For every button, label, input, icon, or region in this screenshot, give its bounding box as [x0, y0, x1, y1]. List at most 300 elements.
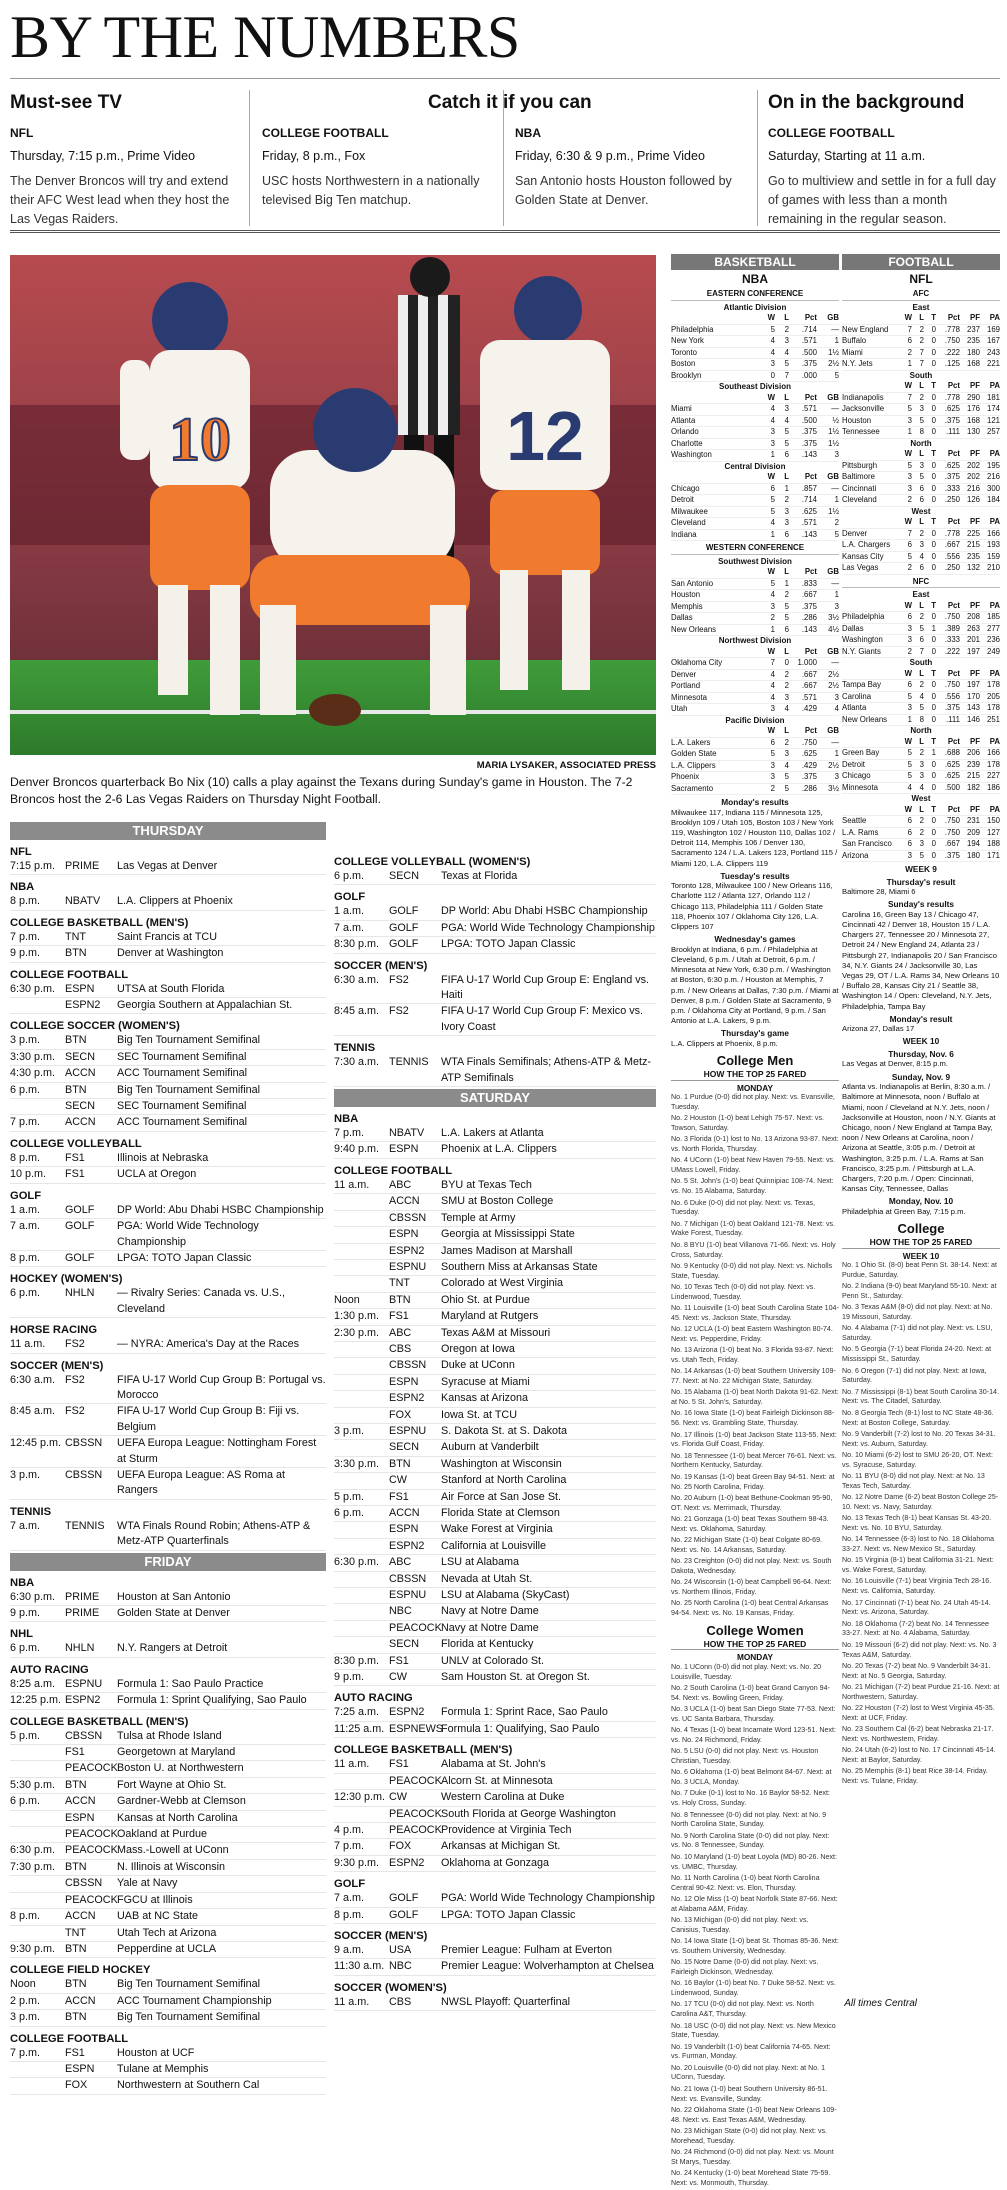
listing-row [10, 982, 326, 998]
listing-row [334, 1506, 656, 1522]
poll-note: No. 19 Vanderbilt (1-0) beat California 74-65. Next: vs. Furman, Monday. [671, 2042, 831, 2061]
listing-channel: BTN [65, 947, 87, 960]
listing-event: James Madison at Marshall [441, 1244, 573, 1257]
standings-cell: Baltimore [842, 472, 875, 481]
division-name: South [909, 370, 933, 380]
standings-cell: 3 [907, 635, 912, 644]
listing-time: 6 p.m. [10, 1083, 41, 1096]
standings-cell: 174 [986, 404, 1000, 413]
background-text: Go to multiview and settle in for a full day of games with less than a month remaining in the regular season. [768, 174, 996, 226]
poll-note: No. 22 Houston (7-2) lost to West Virginia 45-35. Next: at UCF, Friday. [842, 1704, 995, 1722]
standings-cell: 257 [986, 427, 1000, 436]
standings-cell: 0 [931, 635, 936, 644]
standings-row [842, 771, 1000, 783]
listing-time [10, 1745, 65, 1760]
standings-cell: 0 [931, 427, 936, 436]
standings-row [842, 748, 1000, 760]
listing-time: 7:30 p.m. [10, 1860, 56, 1873]
standings-row [671, 371, 839, 383]
listing-event: Big Ten Tournament Semifinal [117, 2011, 261, 2024]
standings-cell: 3 [770, 427, 775, 436]
standings-cell: 2½ [828, 359, 839, 368]
listing-row [334, 1790, 656, 1806]
listing-event: Saint Francis at TCU [117, 930, 218, 943]
poll-note: No. 2 South Carolina (1-0) beat Grand Canyon 94-54. Next: vs. Bowling Green, Friday. [671, 1684, 830, 1702]
listing-event: Denver at Washington [117, 947, 224, 960]
listing-row [334, 1572, 656, 1588]
standings-cell: .750 [801, 737, 817, 747]
standings-column-1 [671, 254, 839, 2190]
listing-row [334, 1293, 656, 1309]
division-name: East [912, 302, 930, 312]
standings-cell: Chicago [671, 483, 700, 493]
standings-row [842, 393, 1000, 405]
standings-cell: 0 [931, 816, 936, 825]
listing-channel: PEACOCK [389, 1774, 442, 1787]
standings-cell: 202 [966, 472, 980, 481]
listing-row [10, 1033, 326, 1049]
listing-row [10, 1050, 326, 1066]
listing-event: Tulane at Memphis [117, 2062, 209, 2075]
standings-cell: 5 [919, 623, 924, 633]
standings-cell: Arizona [842, 850, 869, 860]
listing-event: UCLA at Oregon [117, 1168, 197, 1181]
listing-event: UEFA Europa League: AS Roma at Rangers [117, 1468, 286, 1497]
standings-cell: .375 [801, 438, 817, 448]
results-heading: Tuesday's results [720, 870, 790, 881]
col-head: PF [970, 449, 980, 458]
standings-cell: 1½ [828, 427, 839, 436]
listing-time [10, 1811, 65, 1826]
listing-event: Big Ten Tournament Semifinal [117, 1034, 261, 1047]
listing-row [10, 859, 326, 875]
standings-cell: 3 [770, 772, 775, 781]
standings-cell: 0 [931, 404, 936, 413]
sport-heading: COLLEGE VOLLEYBALL [10, 1137, 142, 1150]
listing-event: Premier League: Wolverhampton at Chelsea [441, 1960, 654, 1973]
standings-row [671, 484, 839, 496]
standings-cell: Minnesota [842, 782, 878, 792]
standings-cell: .250 [944, 495, 960, 504]
listing-time [334, 1227, 389, 1242]
poll-note: No. 22 Oklahoma State (1-0) beat New Orleans 109-48. Next: vs. East Texas A&M, Wednesday. [671, 2105, 837, 2124]
listing-channel: GOLF [389, 905, 419, 918]
poll-sub: HOW THE TOP 25 FARED [671, 1639, 839, 1651]
sport-heading: SOCCER (WOMEN'S) [334, 1981, 447, 1994]
listing-time: 11:30 a.m. [334, 1960, 385, 1973]
poll-note: No. 23 Creighton (0-0) did not play. Next: vs. South Dakota, Wednesday. [671, 1557, 832, 1575]
standings-cell: 1 [770, 450, 775, 459]
catch-a-text: USC hosts Northwestern in a nationally televised Big Ten matchup. [262, 174, 480, 207]
listing-row [10, 2078, 326, 2094]
listing-time: 9 p.m. [10, 1607, 41, 1619]
standings-cell: Memphis [671, 601, 703, 611]
listing-channel: CBSSN [389, 1359, 427, 1372]
listing-time [10, 1761, 65, 1776]
standings-cell: 0 [931, 392, 936, 402]
poll-note: No. 18 Tennessee (1-0) beat Mercer 76-61. Next: vs. Northern Kentucky, Saturday. [671, 1451, 837, 1470]
conference-afc: AFC [842, 289, 1000, 301]
standings-row [671, 784, 839, 796]
standings-cell: 2 [784, 737, 789, 747]
standings-row [842, 680, 1000, 692]
col-head: PF [970, 736, 980, 746]
col-head: W [767, 313, 775, 322]
standings-cell: 1½ [828, 438, 839, 448]
must-see-when: Thursday, 7:15 p.m., Prime Video [10, 149, 196, 163]
listing-channel: ESPNU [65, 1677, 103, 1690]
standings-cell: 210 [986, 563, 1000, 572]
listing-row [10, 1729, 326, 1745]
listing-event: L.A. Clippers at Phoenix [117, 895, 233, 908]
listing-channel: PEACOCK [389, 1807, 442, 1820]
listing-row [10, 1436, 326, 1468]
listing-channel: ACCN [65, 1067, 96, 1080]
results-text: L.A. Clippers at Phoenix, 8 p.m. [671, 1038, 778, 1048]
poll-note: No. 22 Michigan State (1-0) beat Colgate 80-69. Next: vs. No. 14 Arkansas, Saturday. [671, 1536, 823, 1554]
standings-cell: 2 [919, 827, 924, 837]
standings-cell: .375 [801, 601, 817, 611]
standings-cell: 0 [931, 551, 936, 561]
standings-cell: 126 [966, 495, 980, 504]
listing-event: Big Ten Tournament Semifinal [117, 1978, 261, 1991]
standings-cell: Cleveland [842, 495, 877, 504]
division-name: West [911, 506, 931, 516]
listing-channel: CW [389, 1791, 407, 1804]
listing-event: Georgetown at Maryland [117, 1746, 236, 1759]
standings-cell: 3 [784, 506, 789, 516]
listing-event: Auburn at Vanderbilt [441, 1441, 539, 1454]
standings-cell: 3 [919, 839, 924, 848]
listing-time: 7 a.m. [10, 1519, 41, 1532]
standings-cell: 188 [986, 839, 1000, 848]
footer-note: All times Central [844, 1998, 917, 2009]
standings-cell: 6 [784, 624, 789, 634]
listing-channel: FOX [65, 2079, 88, 2092]
listing-channel: ESPN [65, 1811, 95, 1824]
standings-cell: Washington [842, 635, 883, 644]
listing-event: PGA: World Wide Technology Championship [441, 921, 655, 934]
standings-cell: 2 [907, 563, 912, 572]
listing-time [334, 1211, 389, 1226]
standings-cell: .625 [944, 771, 960, 780]
listing-row [10, 1926, 326, 1942]
standings-head [842, 601, 1000, 613]
listing-time: 10 p.m. [10, 1168, 47, 1181]
standings-cell: 4 [907, 782, 912, 792]
standings-cell: 5 [784, 438, 789, 448]
standings-column-2 [842, 254, 1000, 1788]
standings-cell: 7 [907, 324, 912, 334]
listing-row [334, 1227, 656, 1243]
col-head: Pct [804, 392, 817, 402]
listing-time [334, 1539, 389, 1554]
standings-cell: Las Vegas [842, 563, 879, 572]
standings-cell: .375 [801, 359, 817, 368]
poll-note: No. 10 Texas Tech (0-0) did not play. Next: vs. Lindenwood, Tuesday. [671, 1282, 816, 1301]
results-heading: Thursday's game [721, 1028, 789, 1039]
results-heading: Monday's result [889, 1013, 953, 1024]
standings-cell: 7 [907, 392, 912, 402]
listing-row [10, 1606, 326, 1622]
standings-cell: Philadelphia [842, 612, 885, 621]
col-head: PA [989, 381, 1000, 390]
standings-cell: 2 [834, 518, 839, 527]
listing-time: 6 p.m. [10, 1642, 41, 1655]
listing-event: DP World: Abu Dhabi HSBC Championship [117, 1203, 324, 1216]
standings-head [671, 472, 839, 484]
division-name: Atlantic Division [723, 302, 787, 312]
listing-event: Boston U. at Northwestern [117, 1762, 244, 1775]
standings-cell: 4 [770, 681, 775, 690]
standings-cell: 221 [986, 359, 1000, 368]
standings-cell: 180 [966, 850, 980, 860]
standings-row [842, 540, 1000, 552]
listing-event: Ohio St. at Purdue [441, 1293, 530, 1306]
standings-cell: 1 [784, 483, 789, 493]
listing-channel: PRIME [65, 860, 100, 872]
standings-cell: Cincinnati [842, 483, 877, 493]
listing-channel: FOX [389, 1840, 412, 1853]
listing-time: 5:30 p.m. [10, 1778, 56, 1791]
listing-channel: GOLF [65, 1251, 95, 1264]
listing-row [334, 1539, 656, 1555]
standings-cell: 0 [931, 714, 936, 724]
standings-cell: 2 [919, 816, 924, 825]
standings-cell: San Antonio [671, 578, 714, 588]
standings-cell: 185 [986, 612, 1000, 621]
listing-time: 7 p.m. [10, 1116, 41, 1129]
poll-note: No. 9 Kentucky (0-0) did not play. Next: vs. Nicholls State, Tuesday. [671, 1261, 833, 1280]
listing-channel: BTN [389, 1457, 411, 1470]
standings-cell: 4 [784, 760, 789, 770]
sport-heading: NFL [10, 846, 32, 858]
standings-row [671, 325, 839, 337]
sport-heading: COLLEGE BASKETBALL (MEN'S) [334, 1744, 513, 1757]
standings-cell: .125 [944, 359, 960, 368]
standings-cell: 3 [919, 759, 924, 769]
standings-cell: 290 [966, 392, 980, 402]
standings-head [671, 313, 839, 325]
listing-time: 8 p.m. [10, 895, 41, 908]
poll-note: No. 24 Wisconsin (1-0) beat Campbell 96-64. Next: vs. Northern Illinois, Friday. [671, 1578, 832, 1597]
standings-cell: Oklahoma City [671, 658, 723, 667]
listing-event: Sam Houston St. at Oregon St. [441, 1671, 590, 1684]
standings-cell: 2 [919, 528, 924, 538]
listing-row [10, 1167, 326, 1183]
listing-channel: FS2 [65, 1405, 85, 1418]
standings-row [671, 404, 839, 416]
listing-event: SEC Tournament Semifinal [117, 1050, 247, 1063]
standings-cell: 243 [986, 347, 1000, 357]
listing-event: Yale at Navy [117, 1877, 178, 1890]
listing-time [10, 1926, 65, 1941]
listing-time: 12:30 p.m. [334, 1791, 386, 1804]
listing-event: LSU at Alabama (SkyCast) [441, 1589, 570, 1602]
listing-row [10, 1843, 326, 1859]
standings-row [671, 495, 839, 507]
standings-cell: 0 [931, 472, 936, 481]
listing-channel: CW [389, 1474, 407, 1487]
standings-row [671, 772, 839, 784]
listing-channel: ESPNEWS [389, 1722, 443, 1735]
standings-cell: .688 [944, 748, 960, 757]
standings-cell: 4½ [828, 624, 839, 634]
standings-cell: .625 [944, 460, 960, 470]
listing-channel: FS1 [65, 1151, 85, 1164]
standings-cell: .222 [944, 646, 960, 656]
standings-row [842, 703, 1000, 715]
standings-cell: 5 [784, 601, 789, 611]
standings-cell: 300 [986, 483, 1000, 493]
standings-cell: 3½ [828, 613, 839, 622]
standings-cell: .857 [801, 483, 817, 493]
standings-cell: 5 [784, 783, 789, 793]
standings-cell: Denver [671, 669, 697, 679]
listing-row [334, 1654, 656, 1670]
col-blank [842, 805, 900, 816]
schedule-text: Philadelphia at Green Bay, 7:15 p.m. [842, 1206, 966, 1216]
must-see-header: Must-see TV [10, 92, 122, 113]
listing-event: Navy at Notre Dame [441, 1621, 539, 1634]
listing-time: 7 a.m. [334, 1892, 365, 1905]
poll-note: No. 20 Auburn (1-0) beat Bethune-Cookman 95-90, OT. Next: vs. Merrimack, Thursday. [671, 1493, 833, 1512]
col-blank [671, 313, 759, 324]
divider [503, 90, 504, 226]
standings-cell: 0 [931, 324, 936, 334]
listing-event: Illinois at Nebraska [117, 1151, 209, 1164]
standings-cell: 0 [931, 680, 936, 689]
standings-cell: 0 [931, 646, 936, 656]
listing-row [10, 1286, 326, 1318]
standings-cell: 0 [931, 495, 936, 504]
standings-cell: 5 [919, 850, 924, 860]
standings-cell: ½ [832, 415, 839, 425]
standings-cell: 4 [919, 551, 924, 561]
listing-channel: ESPNU [389, 1260, 427, 1273]
divider [249, 90, 250, 226]
standings-cell: .286 [801, 613, 817, 622]
listing-event: UEFA Europa League: Nottingham Forest at Sturm [117, 1437, 317, 1465]
listing-event: WTA Finals Round Robin; Athens-ATP & Metz-ATP Quarterfinals [117, 1519, 311, 1548]
standings-cell: .143 [801, 529, 817, 539]
listing-row [334, 1178, 656, 1194]
listing-row [10, 1677, 326, 1693]
standings-cell: New England [842, 324, 889, 334]
standings-cell: .375 [801, 427, 817, 436]
standings-cell: .389 [944, 623, 960, 633]
poll-note: No. 20 Louisville (0-0) did not play. Next: at No. 1 UConn, Tuesday. [671, 2063, 826, 2082]
listing-time [334, 1342, 389, 1357]
standings-head [671, 567, 839, 579]
col-head: PA [989, 600, 1000, 610]
standings-cell: 0 [931, 782, 936, 792]
catch-b-when: Friday, 6:30 & 9 p.m., Prime Video [515, 149, 705, 163]
col-head: L [919, 668, 924, 678]
standings-cell: 171 [986, 850, 1000, 860]
standings-cell: 3 [919, 771, 924, 780]
listing-channel: NBC [389, 1960, 412, 1973]
standings-cell: 6 [907, 839, 912, 848]
listing-channel: CBSSN [65, 1729, 103, 1742]
poll-note: No. 3 Texas A&M (8-0) did not play. Next: at No. 19 Missouri, Saturday. [842, 1303, 993, 1322]
standings-cell: 1 [834, 336, 839, 345]
listing-channel: ESPN [389, 1228, 419, 1241]
listing-row [334, 921, 656, 937]
standings-row [671, 427, 839, 439]
standings-cell: 237 [966, 324, 980, 334]
listing-time: 8 p.m. [10, 1151, 41, 1164]
listing-row [10, 1909, 326, 1925]
listing-channel: FOX [389, 1408, 412, 1421]
listing-row [10, 1827, 326, 1843]
divider [757, 90, 758, 226]
col-blank [842, 601, 900, 612]
standings-row [842, 635, 1000, 647]
listing-time: 11 a.m. [334, 1995, 370, 2008]
listing-channel: TNT [65, 930, 86, 943]
standings-cell: 2 [919, 612, 924, 621]
sport-heading: COLLEGE SOCCER (WOMEN'S) [10, 1020, 180, 1033]
listing-event: Florida State at Clemson [441, 1507, 560, 1519]
standings-cell: 3 [834, 450, 839, 459]
listing-event: Oregon at Iowa [441, 1342, 515, 1355]
listing-row [334, 1757, 656, 1773]
standings-row [842, 461, 1000, 473]
standings-cell: 1 [784, 578, 789, 588]
standings-cell: 236 [986, 635, 1000, 644]
standings-row [671, 738, 839, 750]
division-name: Northwest Division [718, 636, 792, 645]
listing-time: 6:30 p.m. [10, 982, 56, 995]
listing-time: 8:30 p.m. [334, 1654, 380, 1667]
photo-credit: MARIA LYSAKER, ASSOCIATED PRESS [476, 760, 656, 771]
listing-event: ACC Tournament Semifinal [117, 1116, 248, 1129]
standings-cell: Tampa Bay [842, 680, 882, 689]
listing-event: L.A. Lakers at Atlanta [441, 1127, 544, 1140]
sport-heading: GOLF [10, 1189, 42, 1202]
standings-cell: Milwaukee [671, 506, 708, 516]
standings-cell: 5 [907, 771, 912, 780]
listing-row [10, 2062, 326, 2078]
col-head: W [904, 600, 912, 610]
sport-heading: COLLEGE FIELD HOCKEY [10, 1964, 151, 1977]
listing-event: SEC Tournament Semifinal [117, 1100, 247, 1113]
listing-channel: GOLF [389, 1892, 419, 1905]
sport-heading: NBA [10, 1576, 35, 1589]
standings-cell: Toronto [671, 347, 698, 357]
listing-channel: SECN [65, 1100, 95, 1113]
listing-row [10, 1977, 326, 1993]
listing-event: LPGA: TOTO Japan Classic [441, 938, 576, 951]
standings-cell: Golden State [671, 749, 717, 758]
listing-time [334, 1572, 389, 1587]
poll-day: MONDAY [736, 1082, 774, 1093]
standings-cell: 195 [986, 460, 1000, 470]
standings-cell: .375 [944, 703, 960, 712]
listing-row [334, 937, 656, 953]
listing-event: Duke at UConn [441, 1359, 515, 1372]
standings-row [671, 670, 839, 682]
results-text: Brooklyn at Indiana, 6 p.m. / Philadelphia at Cleveland, 6 p.m. / Utah at Detroit, 6 p.m. / Minnesota at New York, 6:30 p.m. / Washington at Boston, 6:30 p.m. / Houston at Memphis, 7 p.m. / New Orleans at Dallas, 7:30 p.m. / Miami at Denver, 8 p.m. / Golden State at Sacramento, 9 p.m. / Oklahoma City at Portland, 9 p.m. / San Antonio at L.A. Lakers, 9 p.m. [671, 944, 839, 1026]
standings-cell: 5 [907, 759, 912, 769]
background-when: Saturday, Starting at 11 a.m. [768, 149, 926, 163]
standings-cell: 168 [966, 415, 980, 425]
listing-row [334, 1823, 656, 1839]
poll-note: No. 10 Miami (6-2) lost to SMU 26-20, OT. Next: vs. Syracuse, Saturday. [842, 1450, 993, 1469]
listing-channel: NHLN [65, 1287, 95, 1300]
listing-channel: ESPN [389, 1523, 419, 1536]
